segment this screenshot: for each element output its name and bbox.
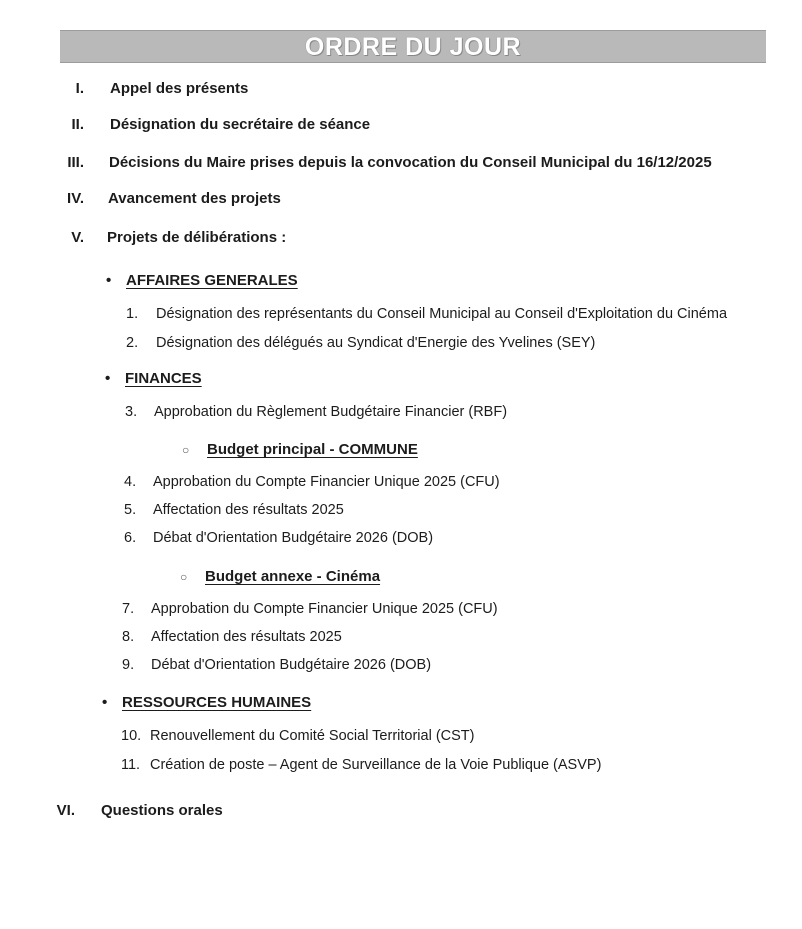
- section-label: Décisions du Maire prises depuis la convocation du Conseil Municipal du 16/12/2025: [109, 154, 712, 171]
- circle-bullet-icon: ○: [182, 443, 190, 457]
- item-number: 7.: [122, 601, 135, 617]
- item-label: Renouvellement du Comité Social Territorial (CST): [150, 728, 475, 744]
- section-number: VI.: [56, 802, 75, 819]
- bullet-icon: •: [102, 694, 108, 711]
- section-number: III.: [67, 154, 84, 171]
- section-number: IV.: [67, 190, 84, 207]
- section-number: V.: [71, 229, 84, 246]
- circle-bullet-icon: ○: [180, 570, 188, 584]
- item-label: Débat d'Orientation Budgétaire 2026 (DOB): [151, 657, 432, 673]
- item-number: 3.: [125, 404, 138, 420]
- item-number: 6.: [124, 530, 137, 546]
- item-label: Affectation des résultats 2025: [153, 502, 344, 518]
- category-label: AFFAIRES GENERALES: [126, 272, 298, 289]
- section-number: I.: [75, 80, 84, 97]
- item-label: Création de poste – Agent de Surveillance de la Voie Publique (ASVP): [150, 757, 602, 773]
- item-label: Affectation des résultats 2025: [151, 629, 342, 645]
- item-label: Débat d'Orientation Budgétaire 2026 (DOB): [153, 530, 434, 546]
- subcategory-label: Budget annexe - Cinéma: [205, 568, 381, 585]
- bullet-icon: •: [105, 370, 111, 387]
- item-number: 2.: [126, 335, 139, 351]
- subcategory-label: Budget principal - COMMUNE: [207, 441, 418, 458]
- item-label: Désignation des délégués au Syndicat d'Energie des Yvelines (SEY): [156, 335, 596, 351]
- item-label: Approbation du Règlement Budgétaire Financier (RBF): [154, 404, 508, 420]
- item-number: 1.: [126, 306, 139, 322]
- item-label: Approbation du Compte Financier Unique 2025 (CFU): [151, 601, 498, 617]
- page-title: ORDRE DU JOUR: [304, 33, 522, 61]
- item-number: 10.: [121, 728, 142, 744]
- category-label: RESSOURCES HUMAINES: [122, 694, 312, 711]
- item-number: 11.: [121, 757, 141, 773]
- section-label: Avancement des projets: [108, 190, 281, 207]
- section-label: Appel des présents: [110, 80, 249, 97]
- item-number: 8.: [122, 629, 135, 645]
- title-banner: [60, 30, 766, 63]
- section-label: Désignation du secrétaire de séance: [110, 116, 371, 133]
- section-number: II.: [71, 116, 84, 133]
- item-number: 5.: [124, 502, 137, 518]
- category-label: FINANCES: [125, 370, 202, 387]
- section-label: Projets de délibérations :: [107, 229, 287, 246]
- item-number: 9.: [122, 657, 135, 673]
- bullet-icon: •: [106, 272, 112, 289]
- item-label: Approbation du Compte Financier Unique 2025 (CFU): [153, 474, 500, 490]
- item-number: 4.: [124, 474, 137, 490]
- item-label: Désignation des représentants du Conseil Municipal au Conseil d'Exploitation du Cinéma: [156, 306, 728, 322]
- section-label: Questions orales: [101, 802, 223, 819]
